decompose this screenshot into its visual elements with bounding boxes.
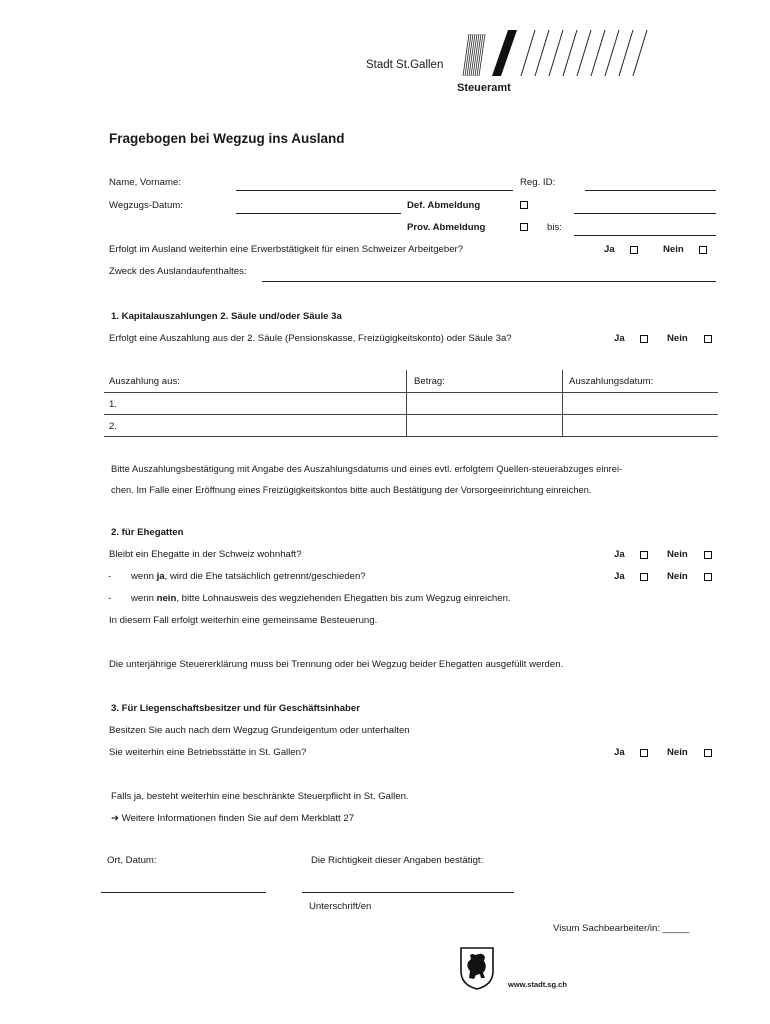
- section2-question: Bleibt ein Ehegatte in der Schweiz wohnhaft?: [109, 549, 302, 560]
- city-name: Stadt St.Gallen: [366, 59, 444, 71]
- place-date-label: Ort, Datum:: [107, 855, 157, 866]
- def-abmeldung-checkbox[interactable]: [520, 201, 528, 209]
- bis-input[interactable]: [574, 235, 716, 236]
- name-input[interactable]: [236, 190, 513, 191]
- sub1-yes-checkbox[interactable]: [640, 573, 648, 581]
- work-question: Erfolgt im Ausland weiterhin eine Erwerbstätigkeit für einen Schweizer Arbeitgeber?: [109, 244, 464, 255]
- prov-abmeldung-label: Prov. Abmeldung: [407, 222, 486, 233]
- date-label: Wegzugs-Datum:: [109, 200, 183, 211]
- s3-yes-checkbox[interactable]: [640, 749, 648, 757]
- s2-no-checkbox[interactable]: [704, 551, 712, 559]
- prov-abmeldung-checkbox[interactable]: [520, 223, 528, 231]
- table-cell-input[interactable]: [407, 415, 561, 435]
- s1-yes-label: Ja: [614, 333, 625, 344]
- s1-no-checkbox[interactable]: [704, 335, 712, 343]
- sub1-question: wenn ja, wird die Ehe tatsächlich getrennt/geschieden?: [131, 571, 366, 582]
- section1-title: 1. Kapitalauszahlungen 2. Säule und/oder Säule 3a: [111, 311, 342, 322]
- signature-input[interactable]: [302, 892, 514, 893]
- work-yes-label: Ja: [604, 244, 615, 255]
- section2-note: Die unterjährige Steuererklärung muss bei Trennung oder bei Wegzug beider Ehegatten ausgefüllt werden.: [109, 659, 564, 670]
- s3-no-checkbox[interactable]: [704, 749, 712, 757]
- table-row-label: 1.: [109, 399, 118, 410]
- s1-no-label: Nein: [667, 333, 688, 344]
- s3-no-label: Nein: [667, 747, 688, 758]
- bis-label: bis:: [547, 222, 562, 233]
- table-rule: [104, 436, 718, 437]
- def-abmeldung-label: Def. Abmeldung: [407, 200, 481, 211]
- section2-title: 2. für Ehegatten: [111, 527, 184, 538]
- section3-note: Falls ja, besteht weiterhin eine beschränkte Steuerpflicht in St. Gallen.: [111, 791, 409, 802]
- coat-of-arms-icon: [458, 945, 496, 991]
- table-header-date: Auszahlungsdatum:: [569, 376, 654, 387]
- reg-id-input[interactable]: [585, 190, 716, 191]
- visum-label: Visum Sachbearbeiter/in: _____: [553, 923, 690, 934]
- purpose-input[interactable]: [262, 281, 716, 282]
- footer-url: www.stadt.sg.ch: [508, 980, 567, 989]
- s2-yes-checkbox[interactable]: [640, 551, 648, 559]
- section1-note: Bitte Auszahlungsbestätigung mit Angabe des Auszahlungsdatums und eines evtl. erfolgtem Quellen-steuerabzuges einrei-: [111, 464, 623, 474]
- date-input[interactable]: [236, 213, 401, 214]
- name-label: Name, Vorname:: [109, 177, 181, 188]
- table-cell-input[interactable]: [407, 393, 561, 413]
- section1-question: Erfolgt eine Auszahlung aus der 2. Säule (Pensionskasse, Freizügigkeitskonto) oder Säule 3a?: [109, 333, 512, 344]
- page-title: Fragebogen bei Wegzug ins Ausland: [109, 131, 345, 146]
- s2-no-label: Nein: [667, 549, 688, 560]
- table-header-amount: Betrag:: [414, 376, 445, 387]
- purpose-label: Zweck des Auslandaufenthaltes:: [109, 266, 247, 277]
- section2-note: In diesem Fall erfolgt weiterhin eine gemeinsame Besteuerung.: [109, 615, 378, 626]
- sub1-no-label: Nein: [667, 571, 688, 582]
- s3-yes-label: Ja: [614, 747, 625, 758]
- def-abmeldung-field[interactable]: [574, 213, 716, 214]
- table-cell-input[interactable]: [563, 393, 717, 413]
- s1-yes-checkbox[interactable]: [640, 335, 648, 343]
- table-cell-input[interactable]: [105, 415, 405, 435]
- table-cell-input[interactable]: [105, 393, 405, 413]
- place-date-input[interactable]: [101, 892, 266, 893]
- section3-title: 3. Für Liegenschaftsbesitzer und für Geschäftsinhaber: [111, 703, 360, 714]
- work-yes-checkbox[interactable]: [630, 246, 638, 254]
- section3-question: Besitzen Sie auch nach dem Wegzug Grundeigentum oder unterhalten: [109, 725, 410, 736]
- confirm-label: Die Richtigkeit dieser Angaben bestätigt:: [311, 855, 484, 866]
- table-row-label: 2.: [109, 421, 118, 432]
- office-name: Steueramt: [457, 82, 511, 94]
- sub1-yes-label: Ja: [614, 571, 625, 582]
- section3-question: Sie weiterhin eine Betriebsstätte in St. Gallen?: [109, 747, 307, 758]
- work-no-label: Nein: [663, 244, 684, 255]
- table-header-source: Auszahlung aus:: [109, 376, 180, 387]
- table-cell-input[interactable]: [563, 415, 717, 435]
- reg-id-label: Reg. ID:: [520, 177, 556, 188]
- sub1-dash: -: [108, 571, 112, 582]
- sub1-no-checkbox[interactable]: [704, 573, 712, 581]
- s2-yes-label: Ja: [614, 549, 625, 560]
- work-no-checkbox[interactable]: [699, 246, 707, 254]
- section1-note: chen. Im Falle einer Eröffnung eines Freizügigkeitskontos bitte auch Bestätigung der Vorsorgeeinrichtung einreichen.: [111, 485, 592, 495]
- section3-info: ➔ Weitere Informationen finden Sie auf dem Merkblatt 27: [111, 813, 355, 824]
- sub2-text: wenn nein, bitte Lohnausweis des wegziehenden Ehegatten bis zum Wegzug einreichen.: [131, 593, 511, 604]
- signature-label: Unterschrift/en: [309, 901, 372, 912]
- sub2-dash: -: [108, 593, 112, 604]
- stadt-stgallen-logo: [455, 28, 655, 78]
